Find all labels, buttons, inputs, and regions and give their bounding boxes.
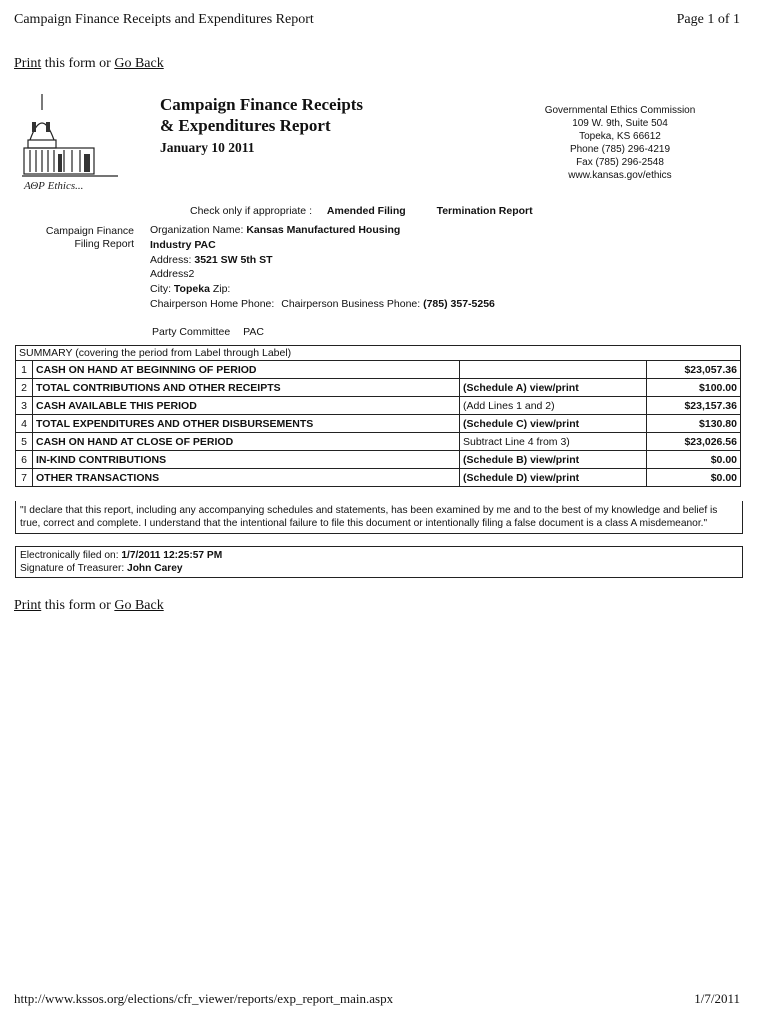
row-amount: $0.00 — [647, 469, 741, 487]
agency-phone: Phone (785) 296-4219 — [569, 144, 671, 155]
row-amount: $23,157.36 — [647, 397, 741, 415]
org-name-value-line2: Industry PAC — [150, 238, 216, 251]
row-schedule[interactable]: (Schedule A) view/print — [460, 379, 647, 397]
address2-label: Address2 — [150, 268, 195, 281]
cf-label-line2: Filing Report — [74, 238, 134, 250]
page-number: Page 1 of 1 — [676, 12, 740, 27]
row-description: CASH AVAILABLE THIS PERIOD — [33, 397, 460, 415]
summary-row — [16, 469, 741, 487]
campaign-finance-label — [30, 225, 134, 251]
agency-name: Governmental Ethics Commission — [544, 105, 696, 116]
row-amount: $100.00 — [647, 379, 741, 397]
business-phone-value: (785) 357-5256 — [423, 297, 495, 310]
go-back-link-bottom[interactable]: Go Back — [114, 598, 164, 613]
row-number: 5 — [16, 433, 33, 451]
row-schedule[interactable]: (Schedule D) view/print — [460, 469, 647, 487]
report-title-line2: & Expenditures Report — [160, 116, 331, 135]
address-label: Address: — [150, 253, 192, 266]
row-number: 3 — [16, 397, 33, 415]
row-number: 1 — [16, 361, 33, 379]
agency-info — [520, 104, 720, 182]
summary-row — [16, 451, 741, 469]
declaration-text: "I declare that this report, including any accompanying schedules and statements, has been examined by me and to the best of my knowledge and belief is true, correct and complete. I understand that the intentional failure to file this document or intentionally filing a false document is a class A misdemeanor." — [15, 501, 743, 534]
row-description: TOTAL EXPENDITURES AND OTHER DISBURSEMENTS — [33, 415, 460, 433]
phone-row — [150, 297, 495, 312]
row-schedule[interactable]: (Schedule C) view/print — [460, 415, 647, 433]
filed-label: Electronically filed on: — [20, 550, 119, 561]
summary-row — [16, 361, 741, 379]
row-amount: $0.00 — [647, 451, 741, 469]
row-amount: $23,057.36 — [647, 361, 741, 379]
row-description: CASH ON HAND AT BEGINNING OF PERIOD — [33, 361, 460, 379]
footer-date: 1/7/2011 — [694, 991, 740, 1006]
summary-table — [15, 345, 741, 487]
summary-header-row — [16, 346, 741, 361]
city-label: City: — [150, 283, 171, 296]
organization-info — [150, 223, 495, 312]
print-link-bottom[interactable]: Print — [14, 598, 42, 613]
report-title-line1: Campaign Finance Receipts — [160, 95, 364, 114]
city-row — [150, 282, 495, 297]
org-name-label: Organization Name: — [150, 224, 244, 236]
capitol-seal-icon — [20, 92, 120, 194]
filed-row — [20, 549, 738, 562]
summary-row — [16, 433, 741, 451]
zip-label: Zip: — [212, 283, 231, 296]
address-row — [150, 253, 495, 268]
go-back-link[interactable]: Go Back — [114, 56, 164, 71]
signature-row — [20, 562, 738, 575]
report-date: January 10 2011 — [160, 140, 255, 155]
row-amount: $23,026.56 — [647, 433, 741, 451]
filing-type-row — [190, 205, 545, 217]
business-phone-label: Chairperson Business Phone: — [281, 297, 421, 310]
row-schedule: Subtract Line 4 from 3) — [460, 433, 647, 451]
row-description: TOTAL CONTRIBUTIONS AND OTHER RECEIPTS — [33, 379, 460, 397]
row-amount: $130.80 — [647, 415, 741, 433]
termination-report: Termination Report — [436, 205, 533, 217]
pac-label: PAC — [243, 326, 264, 338]
party-committee-label: Party Committee — [152, 326, 231, 338]
footer-url: http://www.kssos.org/elections/cfr_viewer/reports/exp_report_main.aspx — [14, 991, 394, 1006]
cf-label-line1: Campaign Finance — [45, 225, 134, 237]
org-name-row — [150, 223, 495, 238]
top-nav — [14, 56, 164, 72]
row-schedule: (Add Lines 1 and 2) — [460, 397, 647, 415]
agency-web: www.kansas.gov/ethics — [568, 170, 672, 181]
row-number: 7 — [16, 469, 33, 487]
agency-fax: Fax (785) 296-2548 — [576, 157, 664, 168]
row-schedule[interactable]: (Schedule B) view/print — [460, 451, 647, 469]
summary-row — [16, 397, 741, 415]
svg-text:ΑΘΡ Ethics...: ΑΘΡ Ethics... — [24, 180, 84, 192]
bottom-nav — [14, 598, 164, 614]
print-link[interactable]: Print — [14, 56, 42, 71]
org-name-value: Kansas Manufactured Housing — [246, 224, 401, 236]
row-number: 2 — [16, 379, 33, 397]
report-title-block — [160, 94, 363, 158]
signature-value: John Carey — [127, 563, 183, 574]
signature-label: Signature of Treasurer: — [20, 563, 125, 574]
summary-row — [16, 415, 741, 433]
agency-address1: 109 W. 9th, Suite 504 — [572, 118, 668, 129]
electronic-filing-box — [15, 546, 743, 578]
row-description: IN-KIND CONTRIBUTIONS — [33, 451, 460, 469]
amended-filing: Amended Filing — [326, 205, 406, 217]
nav-separator-text-bottom: this form or — [41, 598, 115, 613]
row-description: CASH ON HAND AT CLOSE OF PERIOD — [33, 433, 460, 451]
row-description: OTHER TRANSACTIONS — [33, 469, 460, 487]
page-header-title: Campaign Finance Receipts and Expenditures Report — [14, 12, 314, 27]
nav-separator-text: this form or — [41, 56, 115, 71]
check-label: Check only if appropriate : — [190, 205, 312, 217]
filed-value: 1/7/2011 12:25:57 PM — [121, 550, 223, 561]
row-number: 6 — [16, 451, 33, 469]
address-value: 3521 SW 5th ST — [194, 253, 273, 266]
committee-type-row — [152, 326, 264, 338]
row-schedule — [460, 361, 647, 379]
city-value: Topeka — [173, 283, 210, 296]
row-number: 4 — [16, 415, 33, 433]
home-phone-label: Chairperson Home Phone: — [150, 297, 275, 310]
summary-row — [16, 379, 741, 397]
agency-address2: Topeka, KS 66612 — [579, 131, 661, 142]
summary-header: SUMMARY (covering the period from Label through Label) — [16, 346, 741, 361]
